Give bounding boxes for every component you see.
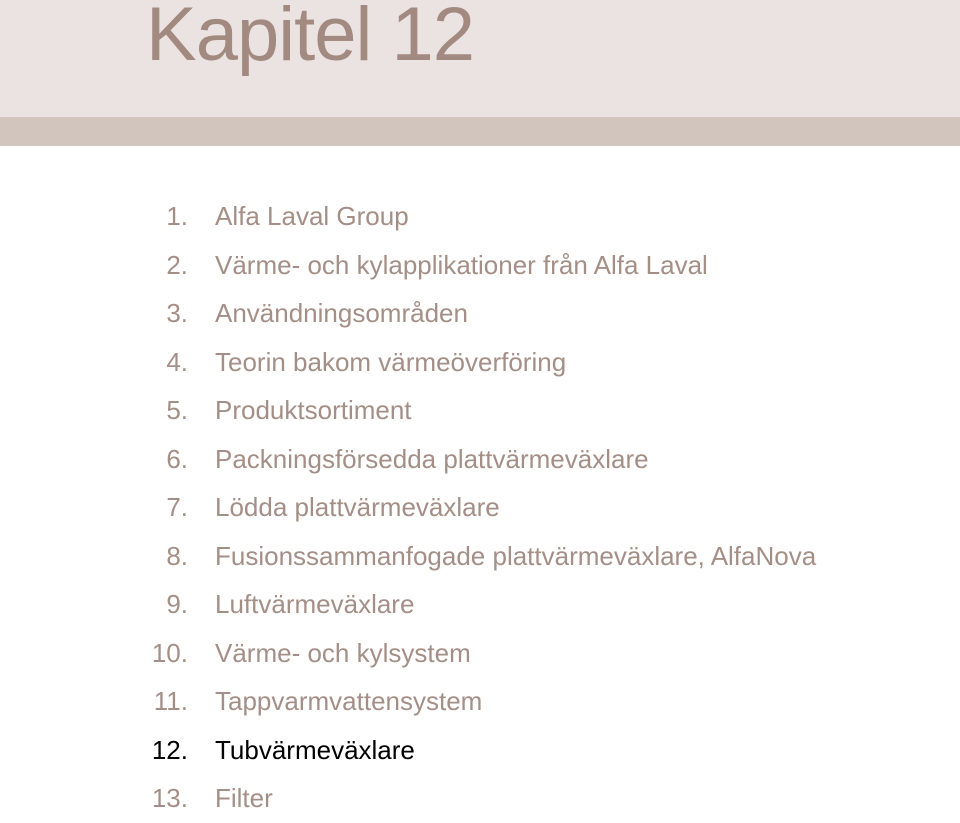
- toc-item-label: Tappvarmvattensystem: [215, 686, 483, 716]
- header-band: [0, 117, 960, 146]
- toc-item-number: 10.: [151, 637, 188, 668]
- toc-item: [0, 483, 960, 532]
- toc-item: [0, 289, 960, 338]
- toc-item-label: Fusionssammanfogade plattvärmeväxlare, AlfaNova: [215, 540, 817, 571]
- toc-item-label: Produktsortiment: [215, 395, 412, 425]
- toc-item-label: Användningsområden: [215, 298, 468, 328]
- toc-item-label: Filter: [215, 783, 273, 813]
- table-of-contents: [0, 192, 960, 823]
- toc-item: [0, 435, 960, 484]
- toc-item: [0, 774, 960, 823]
- toc-item: [0, 338, 960, 387]
- toc-item-number: 13.: [151, 783, 188, 813]
- toc-item-label: Luftvärmeväxlare: [215, 589, 415, 619]
- toc-item-label: Lödda plattvärmeväxlare: [215, 492, 500, 522]
- toc-item-label: Teorin bakom värmeöverföring: [215, 346, 567, 377]
- chapter-header: [0, 0, 960, 117]
- toc-item-label: Tubvärmeväxlare: [215, 734, 415, 765]
- toc-item-number: 3.: [166, 298, 188, 328]
- toc-item: [0, 532, 960, 581]
- toc-item: [0, 580, 960, 629]
- toc-item-number: 4.: [166, 346, 188, 377]
- chapter-title: Kapitel 12: [146, 0, 475, 77]
- toc-item-number: 8.: [166, 540, 188, 571]
- toc-item-number: 2.: [166, 249, 188, 280]
- toc-item: [0, 677, 960, 726]
- toc-item-label: Packningsförsedda plattvärmeväxlare: [215, 443, 649, 474]
- toc-item-number: 12.: [151, 734, 188, 765]
- toc-item-number: 9.: [166, 589, 188, 619]
- toc-item-number: 6.: [166, 443, 188, 474]
- toc-item-label: Alfa Laval Group: [215, 201, 409, 231]
- toc-item-number: 5.: [166, 395, 188, 425]
- toc-item-number: 1.: [166, 201, 188, 231]
- toc-item: [0, 386, 960, 435]
- toc-item-current: [0, 726, 960, 775]
- toc-item-number: 11.: [153, 686, 188, 716]
- toc-item-label: Värme- och kylapplikationer från Alfa Laval: [215, 249, 708, 280]
- toc-item-label: Värme- och kylsystem: [215, 637, 471, 668]
- toc-item: [0, 192, 960, 241]
- toc-item-number: 7.: [166, 492, 188, 522]
- toc-item: [0, 629, 960, 678]
- toc-item: [0, 241, 960, 290]
